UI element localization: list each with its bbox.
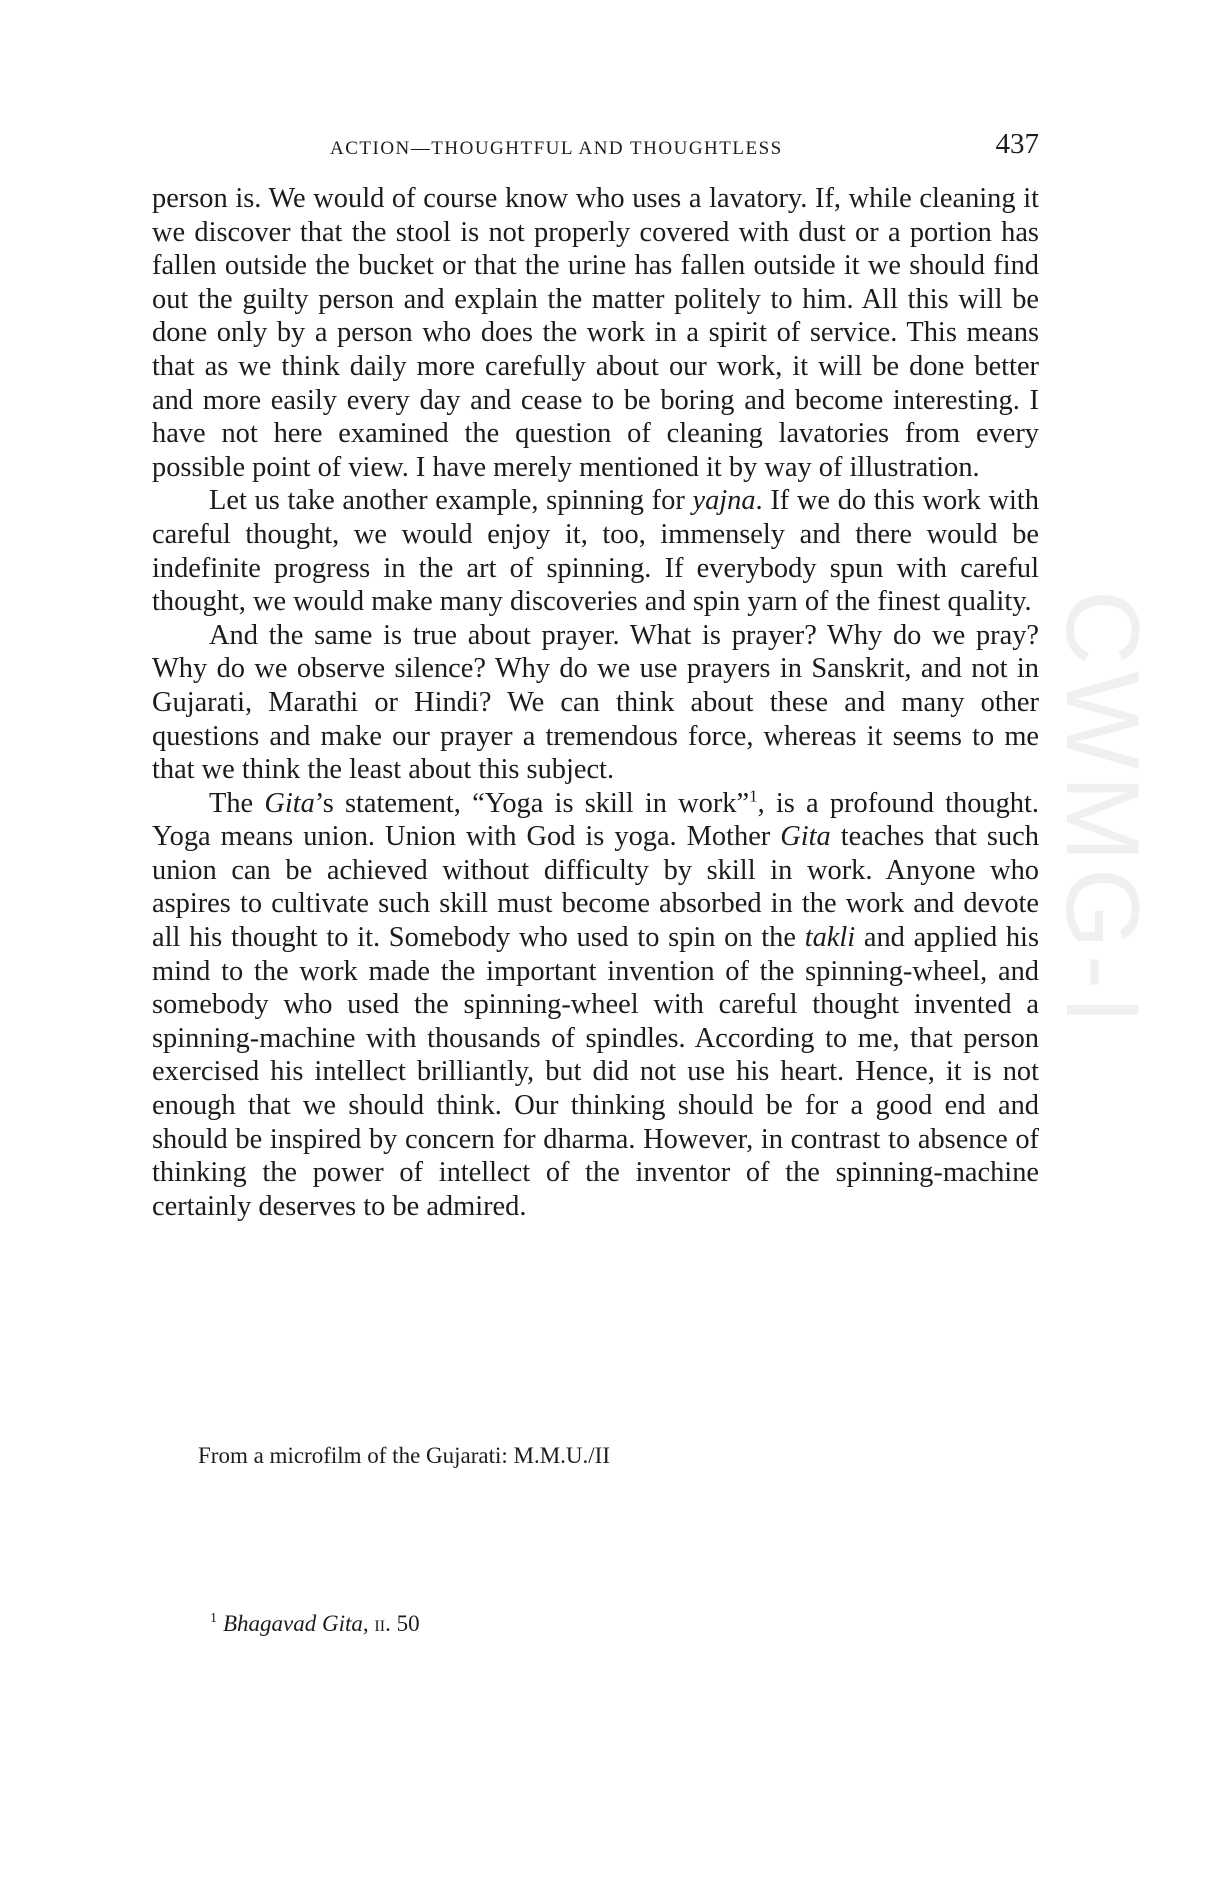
gita-title: Gita xyxy=(780,821,831,853)
paragraph-4-text-d: teaches that such union can be achieved without difficulty by skill in work. Anyone who aspires to cultivate such skill must become absorbed in the work and devote all his thought to it. Somebody who used to spin on the xyxy=(152,821,1039,954)
paragraph-2 xyxy=(152,484,1039,618)
takli-term: takli xyxy=(804,922,856,954)
paragraph-4-text-e: and applied his mind to the work made the important invention of the spinning-wheel, and somebody who used the spinning-wheel with careful thought invented a spinning-machine with thousands of spindles. According to me, that person exercised his intellect brilliantly, but did not use his heart. Hence, it is not enough that we should think. Our thinking should be for a good end and should be inspired by concern for dharma. However, in contrast to absence of thinking the power of intellect of the inventor of the spinning-machine certainly deserves to be admired. xyxy=(152,922,1039,1222)
paragraph-4-text-b: ’s statement, “Yoga is skill in work” xyxy=(314,787,750,819)
paragraph-1: person is. We would of course know who uses a lavatory. If, while cleaning it we discover that the stool is not properly covered with dust or a portion has fallen outside the bucket or that the urine has fallen outside it we should find out the guilty person and explain the matter politely to him. All this will be done only by a person who does the work in a spirit of service. This means that as we think daily more carefully about our work, it will be done better and more easily every day and cease to be boring and become interesting. I have not here examined the question of cleaning lavatories from every possible point of view. I have merely mentioned it by way of illustration. xyxy=(152,183,1039,483)
paragraph-4 xyxy=(152,787,1039,1224)
footnote-separator: , xyxy=(362,1611,375,1636)
gita-title-possessive: Gita xyxy=(264,787,315,819)
footnote-number: 1 xyxy=(210,1611,217,1627)
running-header xyxy=(152,128,1039,168)
footnote-chapter: ii xyxy=(374,1611,386,1636)
paragraph-2-text-b: . If we do this work with careful thought, we would enjoy it, too, immensely and there would be indefinite progress in the art of spinning. If everybody spun with careful thought, we would make many discoveries and spin yarn of the finest quality. xyxy=(152,485,1040,618)
footnote-title: Bhagavad Gita xyxy=(223,1611,363,1636)
paragraph-2-text-a: Let us take another example, spinning for xyxy=(209,485,693,517)
paragraph-4-text-c: , is a profound thought. Yoga means union. Union with God is yoga. Mother xyxy=(152,787,1039,853)
body-text xyxy=(152,182,1039,1223)
paragraph-3: And the same is true about prayer. What is prayer? Why do we pray? Why do we observe silence? Why do we use prayers in Sanskrit, and not in Gujarati, Marathi or Hindi? We can think about these and many other questions and make our prayer a tremendous force, whereas it seems to me that we think the least about this subject. xyxy=(152,619,1039,786)
page-number: 437 xyxy=(995,128,1039,160)
running-title: ACTION—THOUGHTFUL AND THOUGHTLESS xyxy=(330,138,783,159)
footnote xyxy=(210,1611,420,1637)
paragraph-4-text-a: The xyxy=(209,787,265,819)
source-note: From a microfilm of the Gujarati: M.M.U./II xyxy=(198,1443,611,1468)
footnote-marker[interactable]: 1 xyxy=(749,786,758,806)
yajna-term: yajna xyxy=(692,485,756,517)
watermark-text: CWMG-I xyxy=(1044,590,1160,1031)
footnote-verse: . 50 xyxy=(385,1611,420,1636)
